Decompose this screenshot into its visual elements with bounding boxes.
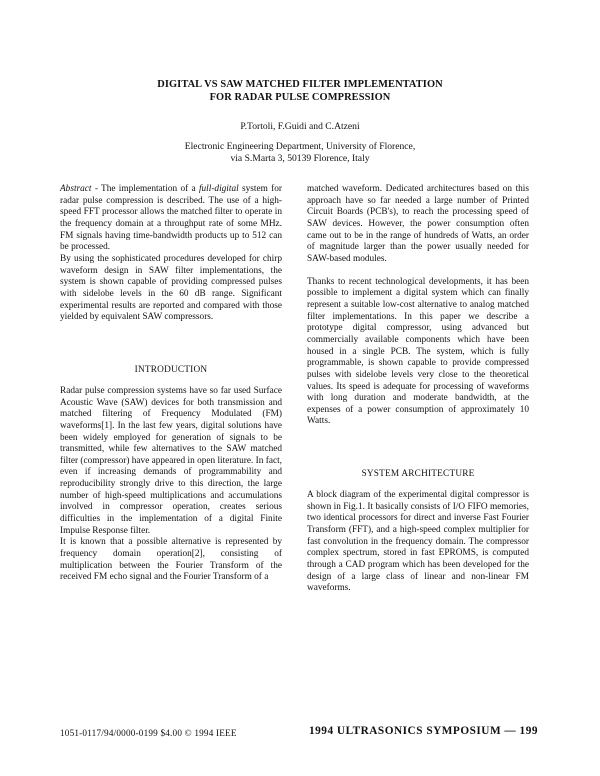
architecture-paragraph: A block diagram of the experimental digital compressor is shown in Fig.1. It basically consists of I/O FIFO memories, two identical processors for direct and inverse Fast Fourier Transform (FFT), and a high-speed complex multiplier for fast convolution in the frequency domain. The compressor complex spectrum, stored in fast EPROMS, is computed through a CAD program which has been developed for the design of a large class of linear and non-linear FM waveforms. (307, 490, 529, 594)
intro-paragraph-2: It is known that a possible alternative is represented by frequency domain operation[2], consisting of multiplication between the Fourier Transform of the received FM echo signal and the Fourier Transform of a (60, 537, 282, 583)
section-heading-system-architecture: SYSTEM ARCHITECTURE (361, 469, 475, 480)
body-paragraph-2: Thanks to recent technological developments, it has been possible to implement a digital system which can finally represent a suitable low-cost alternative to analog matched filter implementations. In this paper we describe a prototype digital compressor, using advanced but commercially available components which have been housed in a single PCB. The system, which is fully programmable, is shown capable to provide compressed pulses with sidelobe levels very close to the theoretical values. Its speed is adequate for processing of waveforms with long duration and moderate bandwidth, at the expenses of a power consumption of approximately 10 Watts. (307, 276, 529, 427)
affiliation (0, 141, 600, 165)
paper-title (0, 78, 600, 104)
abstract-emphasis: full-digital (198, 184, 239, 194)
title-line-2: FOR RADAR PULSE COMPRESSION (209, 92, 391, 103)
right-column (307, 184, 529, 595)
intro-paragraph-1: Radar pulse compression systems have so far used Surface Acoustic Wave (SAW) devices for both transmission and matched filtering of Frequency Modulated (FM) waveforms[1]. In the last few years, digital solutions have been widely employed for generation of signals to be transmitted, while few alternatives to the SAW matched filter (compressor) have appeared in open literature. In fact, even if increasing demands of programmability and reproducibility strongly drive to this direction, the large number of high-speed multiplications and accumulations involved in compressor operation, creates serious difficulties in the implementation of a digital Finite Impulse Response filter. (60, 385, 282, 536)
abstract-paragraph (60, 184, 282, 254)
abstract-dash: - The implementation of a (91, 184, 199, 194)
body-paragraph-1: matched waveform. Dedicated architectures based on this approach have so far needed a large number of Printed Circuit Boards (PCB's), to reach the processing speed of SAW devices. However, the power consumption often came out to be in the range of hundreds of Watts, an order of magnitude larger than the power usually needed for SAW-based modules. (307, 184, 529, 264)
title-line-1: DIGITAL VS SAW MATCHED FILTER IMPLEMENTATION (157, 79, 443, 90)
left-column (60, 184, 282, 584)
abstract-label: Abstract (60, 184, 92, 194)
affiliation-line-1: Electronic Engineering Department, University of Florence, (184, 141, 416, 152)
footer-conference: 1994 ULTRASONICS SYMPOSIUM — 199 (309, 725, 538, 737)
abstract-text: system for radar pulse compression is described. The use of a high-speed FFT processor allows the matched filter to operate in the frequency domain at a throughput rate of some MHz. FM signals having time-bandwidth products up to 512 can be processed. (60, 184, 282, 253)
affiliation-line-2: via S.Marta 3, 50139 Florence, Italy (230, 153, 370, 164)
author-list: P.Tortoli, F.Guidi and C.Atzeni (240, 121, 360, 132)
footer-copyright: 1051-0117/94/0000-0199 $4.00 © 1994 IEEE (60, 728, 237, 738)
abstract-paragraph-2: By using the sophisticated procedures developed for chirp waveform design in SAW filter implementations, the system is shown capable of providing compressed pulses with sidelobe levels in the 60 dB range. Significant experimental results are reported and compared with those yielded by equivalent SAW compressors. (60, 253, 282, 323)
section-heading-introduction: INTRODUCTION (134, 364, 208, 375)
